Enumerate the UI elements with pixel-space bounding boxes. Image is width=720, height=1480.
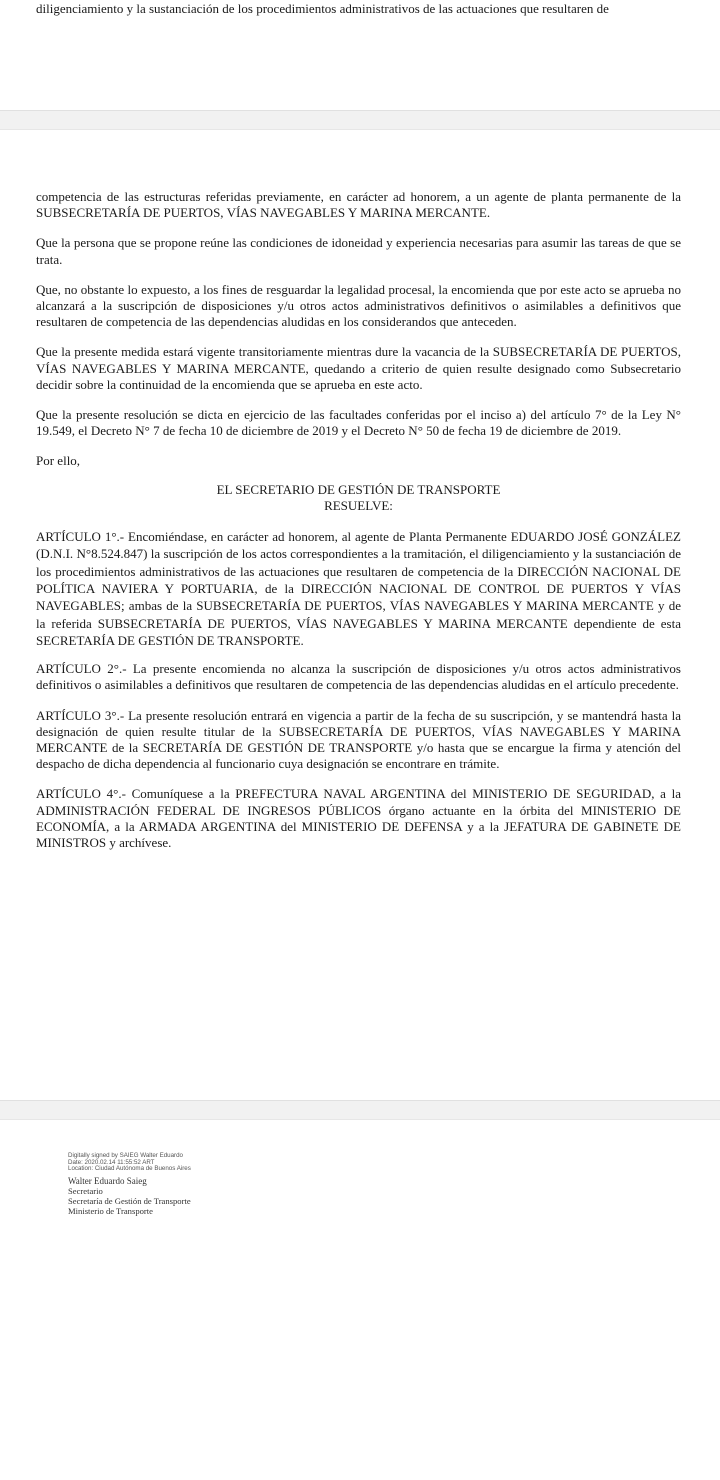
article-3: ARTÍCULO 3°.- La presente resolución entrará en vigencia a partir de la fecha de su suscripción, y se mantendrá hasta la designación de quien resulte titular de la SUBSECRETARÍA DE PUERTOS, VÍAS NAVEGABLES Y MARINA MERCANTE de la SECRETARÍA DE GESTIÓN DE TRANSPORTE y/o hasta que se encargue la firma y atención del despacho de dicha dependencia al funcionario cuya designación se encontrare en trámite. bbox=[36, 707, 681, 772]
resolution-heading bbox=[36, 482, 681, 514]
article-1: ARTÍCULO 1°.- Encomiéndase, en carácter ad honorem, al agente de Planta Permanente EDUARDO JOSÉ GONZÁLEZ (D.N.I. N°8.524.847) la suscripción de los actos correspondientes a la tramitación, el diligenciamiento y la sustanciación de los procedimientos administrativos de las actuaciones que resultaren de competencia de la DIRECCIÓN NACIONAL DE POLÍTICA NAVIERA Y PORTUARIA, de la DIRECCIÓN NACIONAL DE CONTROL DE PUERTOS Y VÍAS NAVEGABLES; ambas de la SUBSECRETARÍA DE PUERTOS, VÍAS NAVEGABLES Y MARINA MERCANTE y de la referida SUBSECRETARÍA DE PUERTOS, VÍAS NAVEGABLES Y MARINA MERCANTE dependiente de esta SECRETARÍA DE GESTIÓN DE TRANSPORTE. bbox=[36, 529, 681, 648]
page-separator bbox=[0, 1100, 720, 1120]
page-1-last-line: diligenciamiento y la sustanciación de los procedimientos administrativos de las actuaciones que resultaren de bbox=[36, 1, 609, 16]
article-4: ARTÍCULO 4°.- Comuníquese a la PREFECTURA NAVAL ARGENTINA del MINISTERIO DE SEGURIDAD, a la ADMINISTRACIÓN FEDERAL DE INGRESOS PÚBLICOS órgano actuante en la órbita del MINISTERIO DE ECONOMÍA, a la ARMADA ARGENTINA del MINISTERIO DE DEFENSA y a la JEFATURA DE GABINETE DE MINISTROS y archívese. bbox=[36, 786, 681, 850]
signer-office: Secretaría de Gestión de Transporte bbox=[68, 1196, 191, 1207]
digital-location: Location: Ciudad Autónoma de Buenos Aires bbox=[68, 1165, 191, 1173]
document-page-1 bbox=[0, 0, 720, 110]
paragraph-facultades: Que la presente resolución se dicta en ejercicio de las facultades conferidas por el inciso a) del artículo 7° de la Ley N° 19.549, el Decreto N° 7 de fecha 10 de diciembre de 2019 y el Decreto N° 50 de fecha 19 de diciembre de 2019. bbox=[36, 407, 681, 439]
signer-ministry: Ministerio de Transporte bbox=[68, 1206, 153, 1217]
paragraph-legalidad: Que, no obstante lo expuesto, a los fines de resguardar la legalidad procesal, la encomienda que por este acto se aprueba no alcanzará a la suscripción de disposiciones y/u otros actos administrativos definitivos o asimilables a definitivos que resultaren de competencia de las dependencias aludidas en los considerandos que anteceden. bbox=[36, 281, 681, 330]
page-separator bbox=[0, 110, 720, 130]
digital-signed-by: Digitally signed by SAIEG Walter Eduardo bbox=[68, 1152, 183, 1159]
heading-authority: EL SECRETARIO DE GESTIÓN DE TRANSPORTE bbox=[216, 481, 501, 497]
article-2: ARTÍCULO 2°.- La presente encomienda no alcanza la suscripción de disposiciones y/u otros actos administrativos definitivos o asimilables a definitivos que resultaren de competencia de las dependencias aludidas en el artículo precedente. bbox=[36, 661, 681, 693]
paragraph-competencia: competencia de las estructuras referidas previamente, en carácter ad honorem, a un agente de planta permanente de la SUBSECRETARÍA DE PUERTOS, VÍAS NAVEGABLES Y MARINA MERCANTE. bbox=[36, 189, 681, 221]
document-page-2-body bbox=[36, 189, 681, 865]
paragraph-vigencia: Que la presente medida estará vigente transitoriamente mientras dure la vacancia de la SUBSECRETARÍA DE PUERTOS, VÍAS NAVEGABLES Y MARINA MERCANTE, quedando a criterio de quien resulte designado como Subsecretario decidir sobre la continuidad de la encomienda que se aprueba en este acto. bbox=[36, 344, 681, 392]
signature-block bbox=[68, 1153, 191, 1216]
paragraph-idoneidad: Que la persona que se propone reúne las condiciones de idoneidad y experiencia necesarias para asumir las tareas de que se trata. bbox=[36, 235, 681, 267]
signer-role: Secretario bbox=[68, 1186, 103, 1197]
digital-signature-stamp bbox=[68, 1153, 191, 1173]
heading-resuelve: RESUELVE: bbox=[324, 497, 393, 513]
digital-date: Date: 2020.02.14 11:55:52 ART bbox=[68, 1158, 155, 1166]
signer-name: Walter Eduardo Saieg bbox=[68, 1175, 147, 1186]
paragraph-por-ello: Por ello, bbox=[36, 453, 81, 469]
